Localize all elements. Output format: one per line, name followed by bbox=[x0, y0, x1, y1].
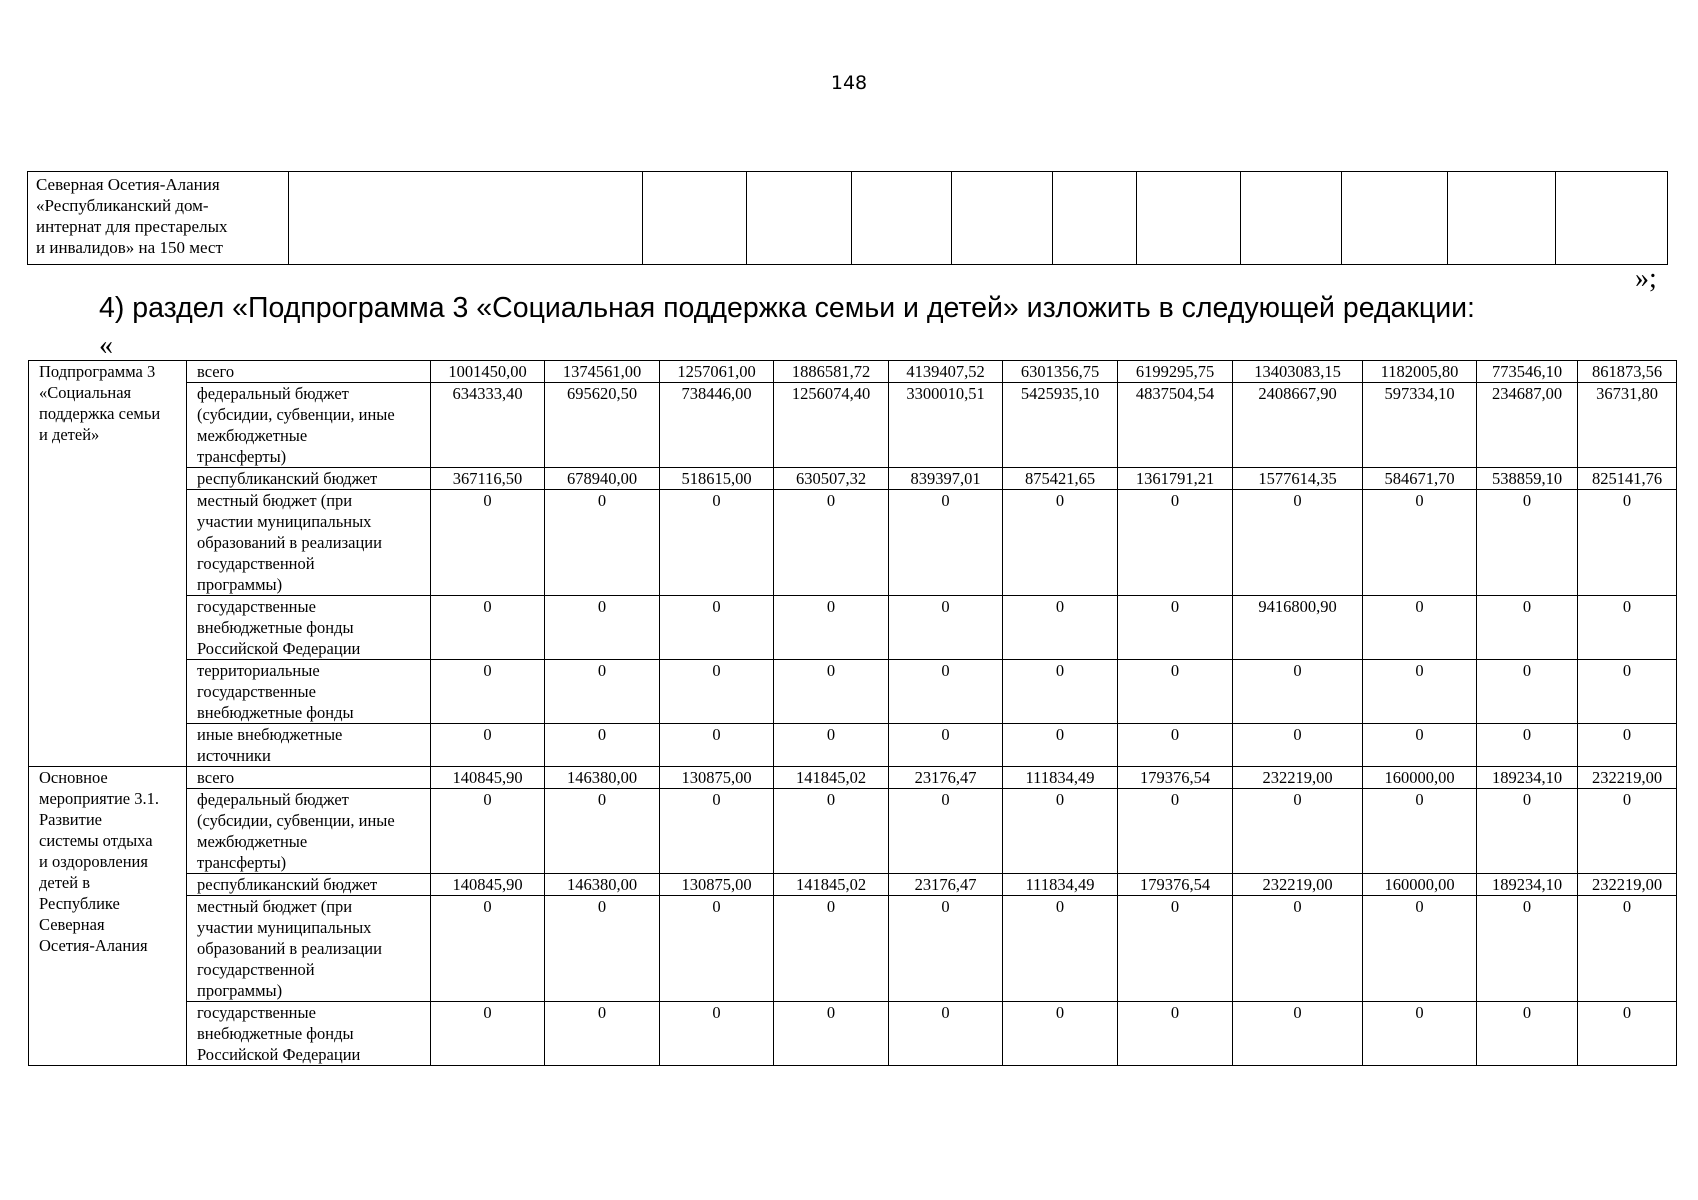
value-cell: 0 bbox=[1578, 789, 1677, 874]
value-cell: 0 bbox=[1118, 1002, 1233, 1066]
text-line: и инвалидов» на 150 мест bbox=[36, 238, 223, 257]
value-cell: 0 bbox=[774, 789, 889, 874]
value-cell: 0 bbox=[1363, 596, 1477, 660]
value-cell: 0 bbox=[431, 724, 545, 767]
value-cell: 0 bbox=[545, 724, 660, 767]
value-cell: 0 bbox=[889, 596, 1003, 660]
text-line: трансферты) bbox=[197, 853, 287, 872]
value-cell: 825141,76 bbox=[1578, 468, 1677, 490]
empty-cell bbox=[951, 172, 1052, 265]
program-name-cell bbox=[29, 361, 187, 767]
funding-source-cell bbox=[187, 361, 431, 383]
value-cell: 6301356,75 bbox=[1003, 361, 1118, 383]
value-cell: 0 bbox=[1363, 789, 1477, 874]
value-cell: 4139407,52 bbox=[889, 361, 1003, 383]
table-row bbox=[29, 789, 1677, 874]
value-cell: 0 bbox=[774, 896, 889, 1002]
text-line: участии муниципальных bbox=[197, 918, 372, 937]
value-cell: 179376,54 bbox=[1118, 874, 1233, 896]
value-cell: 0 bbox=[545, 789, 660, 874]
funding-table bbox=[28, 360, 1677, 1066]
value-cell: 1001450,00 bbox=[431, 361, 545, 383]
value-cell: 4837504,54 bbox=[1118, 383, 1233, 468]
value-cell: 0 bbox=[1003, 660, 1118, 724]
value-cell: 0 bbox=[1477, 660, 1578, 724]
text-line: системы отдыха bbox=[39, 831, 153, 850]
value-cell: 130875,00 bbox=[660, 874, 774, 896]
value-cell: 584671,70 bbox=[1363, 468, 1477, 490]
value-cell: 0 bbox=[889, 490, 1003, 596]
value-cell: 0 bbox=[774, 660, 889, 724]
value-cell: 0 bbox=[1118, 596, 1233, 660]
value-cell: 0 bbox=[1233, 660, 1363, 724]
text-line: внебюджетные фонды bbox=[197, 703, 354, 722]
value-cell: 6199295,75 bbox=[1118, 361, 1233, 383]
table-row bbox=[29, 1002, 1677, 1066]
value-cell: 861873,56 bbox=[1578, 361, 1677, 383]
value-cell: 234687,00 bbox=[1477, 383, 1578, 468]
value-cell: 1182005,80 bbox=[1363, 361, 1477, 383]
text-line: образований в реализации bbox=[197, 939, 382, 958]
value-cell: 0 bbox=[660, 789, 774, 874]
text-line: всего bbox=[197, 768, 235, 787]
funding-source-cell bbox=[187, 767, 431, 789]
value-cell: 0 bbox=[1233, 789, 1363, 874]
text-line: детей в bbox=[39, 873, 90, 892]
text-line: местный бюджет (при bbox=[197, 491, 353, 510]
value-cell: 0 bbox=[1477, 596, 1578, 660]
value-cell: 0 bbox=[1363, 490, 1477, 596]
text-line: государственные bbox=[197, 682, 316, 701]
value-cell: 0 bbox=[660, 596, 774, 660]
text-line: местный бюджет (при bbox=[197, 897, 353, 916]
value-cell: 0 bbox=[431, 789, 545, 874]
table-row bbox=[29, 724, 1677, 767]
table-row bbox=[29, 361, 1677, 383]
value-cell: 0 bbox=[1477, 896, 1578, 1002]
funding-source-cell bbox=[187, 596, 431, 660]
text-line: Подпрограмма 3 bbox=[39, 362, 156, 381]
value-cell: 0 bbox=[545, 596, 660, 660]
closing-quote: »; bbox=[1635, 263, 1657, 294]
value-cell: 0 bbox=[1118, 789, 1233, 874]
value-cell: 189234,10 bbox=[1477, 874, 1578, 896]
value-cell: 13403083,15 bbox=[1233, 361, 1363, 383]
value-cell: 0 bbox=[1118, 896, 1233, 1002]
funding-source-cell bbox=[187, 724, 431, 767]
text-line: и детей» bbox=[39, 425, 100, 444]
table-row bbox=[29, 468, 1677, 490]
value-cell: 0 bbox=[1003, 896, 1118, 1002]
value-cell: 36731,80 bbox=[1578, 383, 1677, 468]
text-line: федеральный бюджет bbox=[197, 790, 349, 809]
empty-cell bbox=[642, 172, 746, 265]
text-line: поддержка семьи bbox=[39, 404, 161, 423]
value-cell: 0 bbox=[889, 789, 1003, 874]
text-line: иные внебюджетные bbox=[197, 725, 343, 744]
value-cell: 0 bbox=[1003, 490, 1118, 596]
value-cell: 0 bbox=[1233, 490, 1363, 596]
text-line: мероприятие 3.1. bbox=[39, 789, 160, 808]
value-cell: 839397,01 bbox=[889, 468, 1003, 490]
value-cell: 232219,00 bbox=[1578, 767, 1677, 789]
value-cell: 189234,10 bbox=[1477, 767, 1578, 789]
value-cell: 597334,10 bbox=[1363, 383, 1477, 468]
empty-cell bbox=[1448, 172, 1556, 265]
value-cell: 0 bbox=[1578, 896, 1677, 1002]
text-line: Российской Федерации bbox=[197, 639, 361, 658]
funding-source-cell bbox=[187, 1002, 431, 1066]
text-line: Российской Федерации bbox=[197, 1045, 361, 1064]
value-cell: 0 bbox=[660, 1002, 774, 1066]
value-cell: 0 bbox=[1118, 660, 1233, 724]
value-cell: 773546,10 bbox=[1477, 361, 1578, 383]
value-cell: 678940,00 bbox=[545, 468, 660, 490]
value-cell: 0 bbox=[1363, 724, 1477, 767]
text-line: территориальные bbox=[197, 661, 320, 680]
value-cell: 130875,00 bbox=[660, 767, 774, 789]
value-cell: 2408667,90 bbox=[1233, 383, 1363, 468]
empty-cell bbox=[1137, 172, 1240, 265]
value-cell: 0 bbox=[1477, 1002, 1578, 1066]
funding-source-cell bbox=[187, 789, 431, 874]
table-row bbox=[29, 490, 1677, 596]
value-cell: 0 bbox=[1118, 490, 1233, 596]
text-line: государственные bbox=[197, 1003, 316, 1022]
value-cell: 0 bbox=[545, 660, 660, 724]
empty-cell bbox=[1240, 172, 1341, 265]
text-line: республиканский бюджет bbox=[197, 469, 378, 488]
value-cell: 1257061,00 bbox=[660, 361, 774, 383]
funding-source-cell bbox=[187, 660, 431, 724]
empty-cell bbox=[1556, 172, 1668, 265]
value-cell: 875421,65 bbox=[1003, 468, 1118, 490]
value-cell: 1886581,72 bbox=[774, 361, 889, 383]
value-cell: 634333,40 bbox=[431, 383, 545, 468]
text-line: (субсидии, субвенции, иные bbox=[197, 405, 395, 424]
text-line: внебюджетные фонды bbox=[197, 1024, 354, 1043]
value-cell: 630507,32 bbox=[774, 468, 889, 490]
value-cell: 232219,00 bbox=[1233, 767, 1363, 789]
page-number: 148 bbox=[830, 72, 868, 94]
value-cell: 232219,00 bbox=[1233, 874, 1363, 896]
value-cell: 0 bbox=[1233, 1002, 1363, 1066]
text-line: республиканский бюджет bbox=[197, 875, 378, 894]
value-cell: 0 bbox=[545, 896, 660, 1002]
value-cell: 518615,00 bbox=[660, 468, 774, 490]
table-row bbox=[29, 660, 1677, 724]
value-cell: 160000,00 bbox=[1363, 874, 1477, 896]
value-cell: 141845,02 bbox=[774, 767, 889, 789]
value-cell: 0 bbox=[431, 896, 545, 1002]
text-line: образований в реализации bbox=[197, 533, 382, 552]
section-title: 4) раздел «Подпрограмма 3 «Социальная поддержка семьи и детей» изложить в следующей редакции: bbox=[99, 292, 1475, 324]
value-cell: 538859,10 bbox=[1477, 468, 1578, 490]
object-name-cell bbox=[28, 172, 289, 265]
funding-source-cell bbox=[187, 383, 431, 468]
value-cell: 0 bbox=[1578, 724, 1677, 767]
value-cell: 3300010,51 bbox=[889, 383, 1003, 468]
empty-cell bbox=[289, 172, 643, 265]
value-cell: 0 bbox=[1477, 724, 1578, 767]
value-cell: 5425935,10 bbox=[1003, 383, 1118, 468]
value-cell: 738446,00 bbox=[660, 383, 774, 468]
text-line: Республике bbox=[39, 894, 120, 913]
text-line: государственной bbox=[197, 554, 315, 573]
program-name-cell bbox=[29, 767, 187, 1066]
text-line: источники bbox=[197, 746, 271, 765]
text-line: Основное bbox=[39, 768, 108, 787]
value-cell: 0 bbox=[774, 490, 889, 596]
value-cell: 232219,00 bbox=[1578, 874, 1677, 896]
text-line: программы) bbox=[197, 981, 283, 1000]
text-line: государственной bbox=[197, 960, 315, 979]
table-row bbox=[29, 767, 1677, 789]
value-cell: 111834,49 bbox=[1003, 767, 1118, 789]
funding-source-cell bbox=[187, 874, 431, 896]
value-cell: 0 bbox=[431, 596, 545, 660]
text-line: межбюджетные bbox=[197, 426, 308, 445]
funding-source-cell bbox=[187, 490, 431, 596]
text-line: внебюджетные фонды bbox=[197, 618, 354, 637]
value-cell: 111834,49 bbox=[1003, 874, 1118, 896]
text-line: Северная Осетия-Алания bbox=[36, 175, 220, 194]
text-line: интернат для престарелых bbox=[36, 217, 228, 236]
table-row bbox=[29, 596, 1677, 660]
value-cell: 0 bbox=[774, 1002, 889, 1066]
text-line: трансферты) bbox=[197, 447, 287, 466]
value-cell: 23176,47 bbox=[889, 874, 1003, 896]
table-row bbox=[29, 874, 1677, 896]
value-cell: 0 bbox=[774, 724, 889, 767]
value-cell: 9416800,90 bbox=[1233, 596, 1363, 660]
value-cell: 0 bbox=[1578, 1002, 1677, 1066]
value-cell: 0 bbox=[1003, 789, 1118, 874]
text-line: Осетия-Алания bbox=[39, 936, 148, 955]
value-cell: 0 bbox=[1118, 724, 1233, 767]
value-cell: 141845,02 bbox=[774, 874, 889, 896]
text-line: программы) bbox=[197, 575, 283, 594]
text-line: государственные bbox=[197, 597, 316, 616]
value-cell: 0 bbox=[545, 490, 660, 596]
value-cell: 0 bbox=[1003, 724, 1118, 767]
value-cell: 0 bbox=[889, 1002, 1003, 1066]
text-line: (субсидии, субвенции, иные bbox=[197, 811, 395, 830]
value-cell: 23176,47 bbox=[889, 767, 1003, 789]
value-cell: 0 bbox=[431, 490, 545, 596]
value-cell: 0 bbox=[1363, 896, 1477, 1002]
value-cell: 1361791,21 bbox=[1118, 468, 1233, 490]
value-cell: 1577614,35 bbox=[1233, 468, 1363, 490]
text-line: и оздоровления bbox=[39, 852, 148, 871]
table-row bbox=[28, 172, 1668, 265]
value-cell: 0 bbox=[660, 724, 774, 767]
opening-quote: « bbox=[99, 330, 113, 361]
text-line: «Социальная bbox=[39, 383, 132, 402]
value-cell: 0 bbox=[431, 1002, 545, 1066]
value-cell: 367116,50 bbox=[431, 468, 545, 490]
text-line: участии муниципальных bbox=[197, 512, 372, 531]
value-cell: 0 bbox=[1578, 596, 1677, 660]
value-cell: 146380,00 bbox=[545, 874, 660, 896]
funding-source-cell bbox=[187, 896, 431, 1002]
value-cell: 0 bbox=[1003, 1002, 1118, 1066]
value-cell: 0 bbox=[545, 1002, 660, 1066]
value-cell: 0 bbox=[889, 724, 1003, 767]
value-cell: 179376,54 bbox=[1118, 767, 1233, 789]
text-line: Развитие bbox=[39, 810, 103, 829]
empty-cell bbox=[1053, 172, 1137, 265]
value-cell: 0 bbox=[1477, 490, 1578, 596]
value-cell: 0 bbox=[1003, 596, 1118, 660]
value-cell: 0 bbox=[660, 490, 774, 596]
text-line: федеральный бюджет bbox=[197, 384, 349, 403]
text-line: Северная bbox=[39, 915, 105, 934]
funding-source-cell bbox=[187, 468, 431, 490]
value-cell: 160000,00 bbox=[1363, 767, 1477, 789]
value-cell: 0 bbox=[1578, 490, 1677, 596]
value-cell: 0 bbox=[1233, 896, 1363, 1002]
table-row bbox=[29, 383, 1677, 468]
value-cell: 1256074,40 bbox=[774, 383, 889, 468]
value-cell: 0 bbox=[1363, 1002, 1477, 1066]
empty-cell bbox=[1341, 172, 1448, 265]
text-line: всего bbox=[197, 362, 235, 381]
continued-table-fragment bbox=[27, 171, 1668, 265]
value-cell: 695620,50 bbox=[545, 383, 660, 468]
value-cell: 140845,90 bbox=[431, 767, 545, 789]
value-cell: 0 bbox=[1233, 724, 1363, 767]
empty-cell bbox=[851, 172, 951, 265]
table-row bbox=[29, 896, 1677, 1002]
value-cell: 0 bbox=[1477, 789, 1578, 874]
value-cell: 146380,00 bbox=[545, 767, 660, 789]
text-line: межбюджетные bbox=[197, 832, 308, 851]
value-cell: 0 bbox=[660, 660, 774, 724]
value-cell: 0 bbox=[1578, 660, 1677, 724]
value-cell: 0 bbox=[774, 596, 889, 660]
value-cell: 0 bbox=[431, 660, 545, 724]
text-line: «Республиканский дом- bbox=[36, 196, 209, 215]
value-cell: 0 bbox=[889, 896, 1003, 1002]
value-cell: 140845,90 bbox=[431, 874, 545, 896]
empty-cell bbox=[747, 172, 851, 265]
value-cell: 0 bbox=[1363, 660, 1477, 724]
value-cell: 0 bbox=[889, 660, 1003, 724]
value-cell: 1374561,00 bbox=[545, 361, 660, 383]
value-cell: 0 bbox=[660, 896, 774, 1002]
